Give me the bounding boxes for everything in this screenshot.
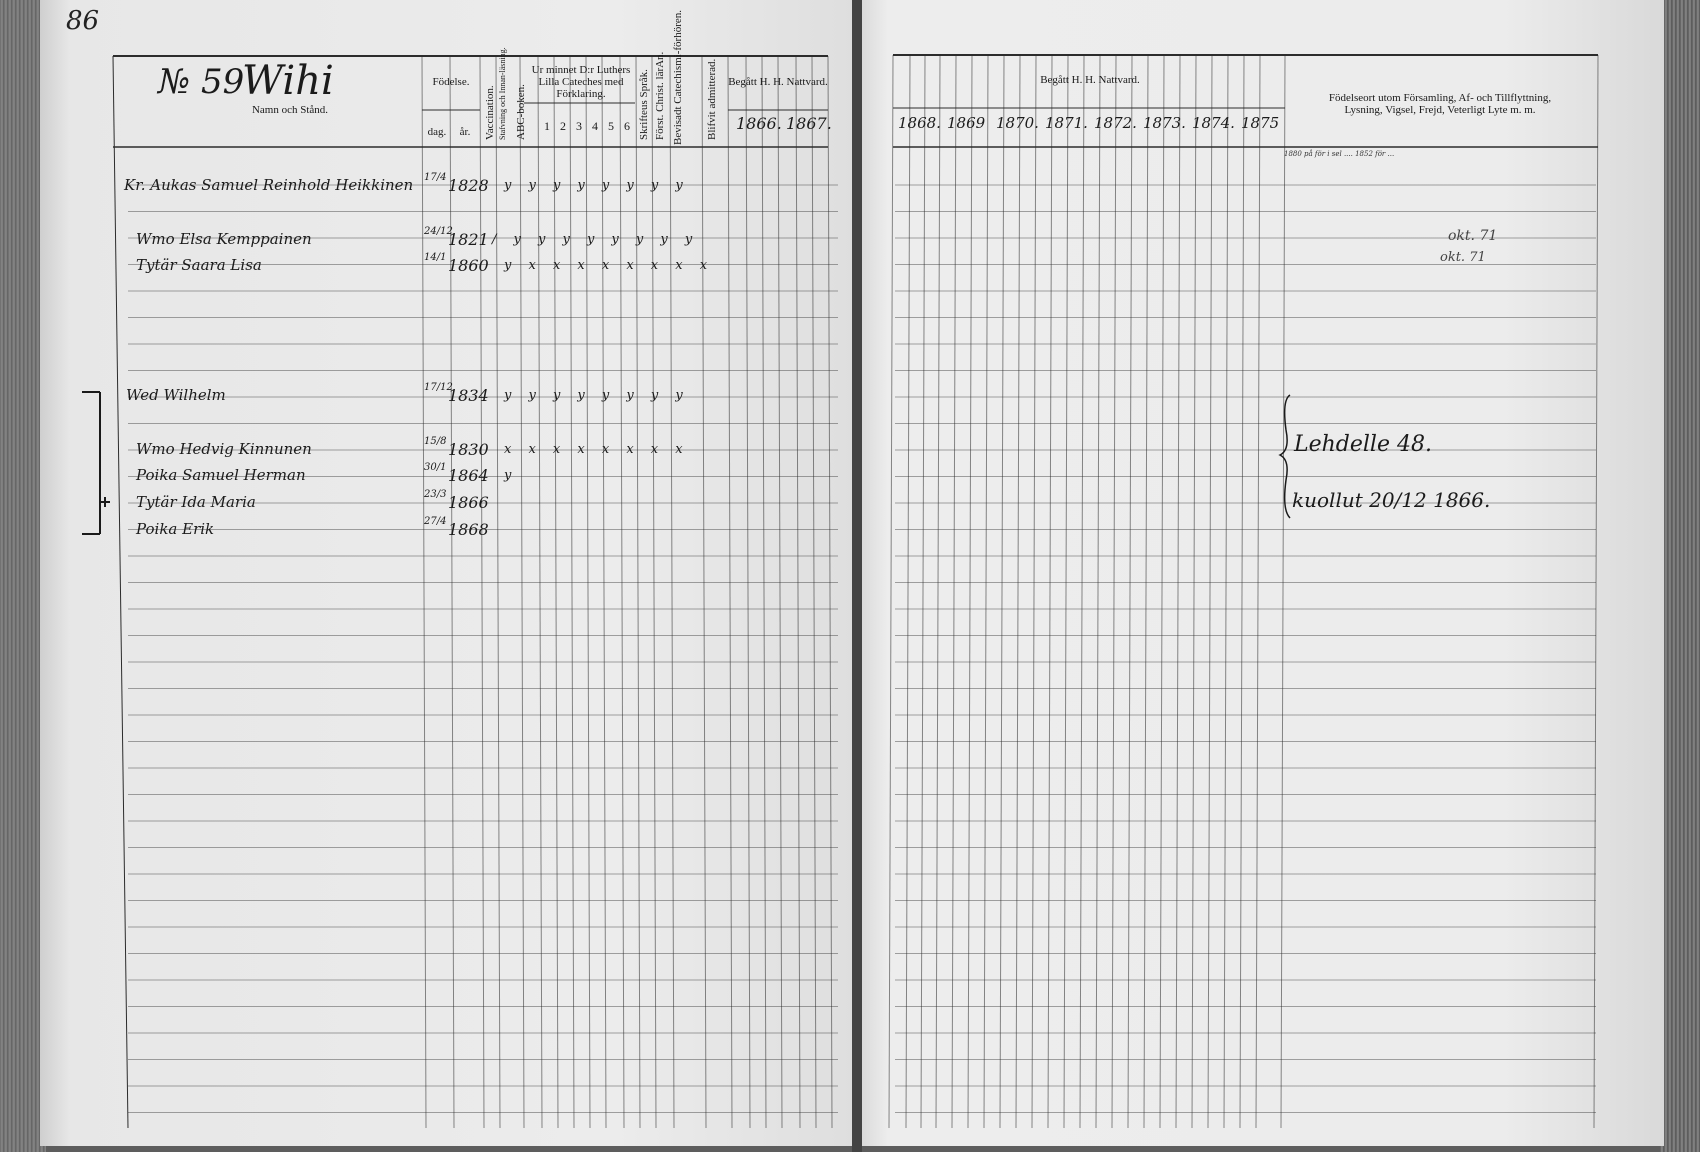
birth-year: 1828 — [448, 176, 489, 195]
birth-year: 1834 — [448, 386, 489, 405]
remark-kuollut: kuollut 20/12 1866. — [1292, 488, 1491, 512]
year-header-1: 1869 — [947, 114, 986, 132]
catechism-col-5: 5 — [608, 119, 614, 133]
header-remarks: Födelseort utom Församling, Af- och Tillflyttning, Lysning, Vigsel, Frejd, Veterligt Lyte m. m. — [1328, 92, 1552, 117]
catechism-col-2: 2 — [560, 119, 566, 133]
person-name: Tytär Ida Maria — [136, 493, 256, 511]
header-birth: Födelse. — [432, 76, 470, 88]
person-name: Poika Erik — [136, 520, 215, 538]
header-name-rank: Namn och Stånd. — [251, 104, 329, 116]
catechism-marks: y x x x x x x x x — [504, 258, 714, 273]
year-header-2: 1870. — [996, 114, 1039, 132]
remark-okt-2: okt. 71 — [1440, 250, 1486, 265]
birth-day: 17/12 — [424, 382, 453, 393]
household-name: Wihi — [242, 58, 334, 104]
birth-year: 1830 — [448, 440, 489, 459]
page-number: 86 — [66, 6, 100, 36]
year-header-7: 1875 — [1241, 114, 1280, 132]
year-header-3: 1871. — [1045, 114, 1088, 132]
catechism-marks: y y y y y y y y — [504, 388, 690, 403]
catechism-marks: y — [504, 468, 518, 483]
household-number: № 59 — [158, 62, 245, 102]
person-name: Poika Samuel Herman — [136, 466, 306, 484]
header-communion-left: Begått H. H. Nattvard. — [728, 76, 828, 88]
birth-year: 1866 — [448, 493, 489, 512]
header-admitted: Blifvit admitterad. — [706, 58, 718, 140]
person-name: Wmo Hedvig Kinnunen — [136, 440, 312, 458]
header-vaccination: Vaccination. — [484, 85, 496, 140]
year-header-6: 1874. — [1192, 114, 1235, 132]
birth-day: 27/4 — [424, 516, 447, 527]
person-name: Kr. Aukas Samuel Reinhold Heikkinen — [124, 176, 414, 194]
catechism-col-3: 3 — [576, 119, 582, 133]
year-header-5: 1873. — [1143, 114, 1186, 132]
header-communion-right: Begått H. H. Nattvard. — [1040, 74, 1140, 86]
catechism-col-4: 4 — [592, 119, 598, 133]
family-bracket — [82, 392, 110, 534]
catechism-marks: / y y y y y y y y — [492, 232, 699, 247]
remark-okt-1: okt. 71 — [1448, 228, 1498, 244]
person-name: Wmo Elsa Kemppainen — [136, 230, 312, 248]
header-year: år. — [459, 126, 471, 138]
year-header-0: 1868. — [898, 114, 941, 132]
header-abc: ABC-boken. — [515, 84, 527, 140]
birth-day: 14/1 — [424, 252, 447, 263]
header-writing: Skrifteus Språk. — [638, 69, 650, 140]
remark-brace — [1280, 395, 1290, 518]
header-proven: Bevisadt Catechismi-förhören. — [672, 9, 684, 145]
birth-day: 17/4 — [424, 172, 447, 183]
birth-year: 1821 — [448, 230, 489, 249]
birth-year: 1868 — [448, 520, 489, 539]
birth-day: 15/8 — [424, 436, 447, 447]
remark-lehdelle: Lehdelle 48. — [1294, 432, 1432, 457]
year-1867: 1867. — [786, 114, 832, 133]
remark-top-note: 1880 på för i sel .... 1852 för ... — [1284, 150, 1395, 158]
year-header-4: 1872. — [1094, 114, 1137, 132]
birth-year: 1860 — [448, 256, 489, 275]
catechism-col-1: 1 — [544, 119, 550, 133]
catechism-col-6: 6 — [624, 119, 630, 133]
birth-day: 23/3 — [424, 489, 447, 500]
catechism-marks: y y y y y y y y — [504, 178, 690, 193]
catechism-marks: x x x x x x x x — [504, 442, 690, 457]
header-catechism: Ur minnet D:r Luthers Lilla Cateches med Förklaring. — [531, 64, 631, 101]
person-name: Tytär Saara Lisa — [136, 256, 262, 274]
year-1866: 1866. — [736, 114, 782, 133]
header-day: dag. — [427, 126, 447, 138]
birth-day: 30/1 — [424, 462, 447, 473]
birth-day: 24/12 — [424, 226, 453, 237]
birth-year: 1864 — [448, 466, 489, 485]
header-christ: Först. Christ. lärAn. — [654, 51, 666, 140]
person-name: Wed Wilhelm — [126, 386, 226, 404]
header-reading: Stafvning och Innan-läsning. — [498, 47, 507, 140]
